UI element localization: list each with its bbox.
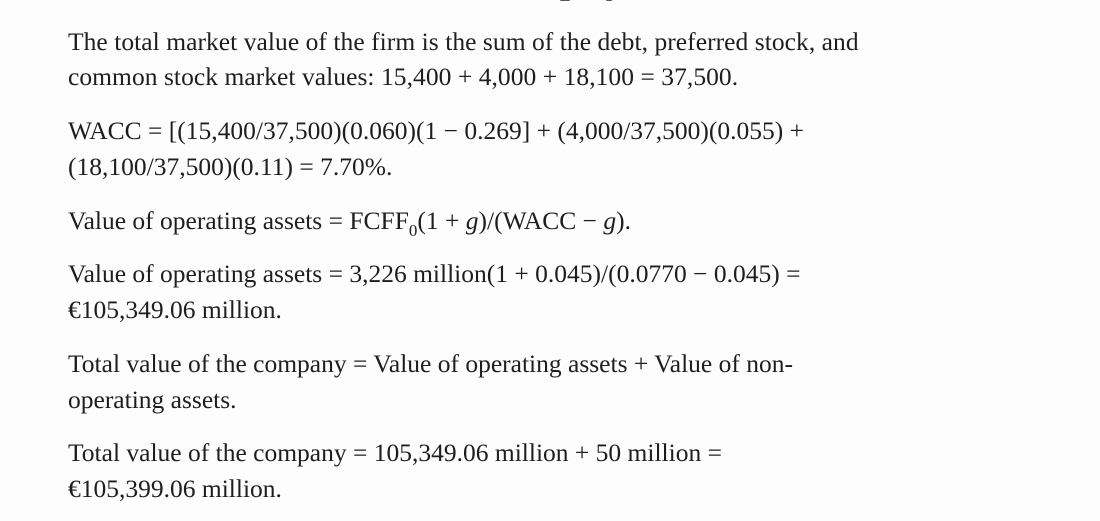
formula-growth-2: g: [603, 206, 617, 235]
formula-middle: (1 +: [417, 206, 466, 235]
total-value-definition: [68, 346, 1068, 418]
formula-prefix: Value of operating assets = FCFF: [68, 206, 409, 235]
wacc-line-1: WACC = [(15,400/37,500)(0.060)(1 − 0.269] + (4,000/37,500)(0.055) +: [68, 116, 805, 145]
total-value-line-2: €105,399.06 million.: [68, 474, 282, 503]
intro-line-1: The total market value of the firm is the sum of the debt, preferred stock, and: [68, 27, 859, 56]
wacc-line-2: (18,100/37,500)(0.11) = 7.70%.: [68, 152, 393, 181]
operating-assets-calculation: [68, 256, 1068, 328]
intro-paragraph: [68, 24, 1068, 94]
document-page: [68, 24, 1068, 507]
formula-growth-1: g: [465, 206, 479, 235]
total-value-line-1: Total value of the company = 105,349.06 million + 50 million =: [68, 438, 722, 467]
operating-value-line-2: €105,349.06 million.: [68, 295, 282, 324]
formula-subscript: 0: [408, 221, 418, 240]
total-definition-line-1: Total value of the company = Value of operating assets + Value of non-: [68, 349, 793, 378]
formula-rest: )/(WACC −: [478, 206, 604, 235]
total-definition-line-2: operating assets.: [68, 385, 237, 414]
operating-assets-formula: [68, 203, 1068, 239]
cropped-text-remnant: [0, 0, 1100, 6]
wacc-equation: [68, 113, 1068, 185]
formula-end: ).: [616, 206, 632, 235]
intro-line-2: common stock market values: 15,400 + 4,000 + 18,100 = 37,500.: [68, 62, 739, 91]
operating-value-line-1: Value of operating assets = 3,226 million(1 + 0.045)/(0.0770 − 0.045) =: [68, 259, 801, 288]
total-value-calculation: [68, 435, 1068, 507]
